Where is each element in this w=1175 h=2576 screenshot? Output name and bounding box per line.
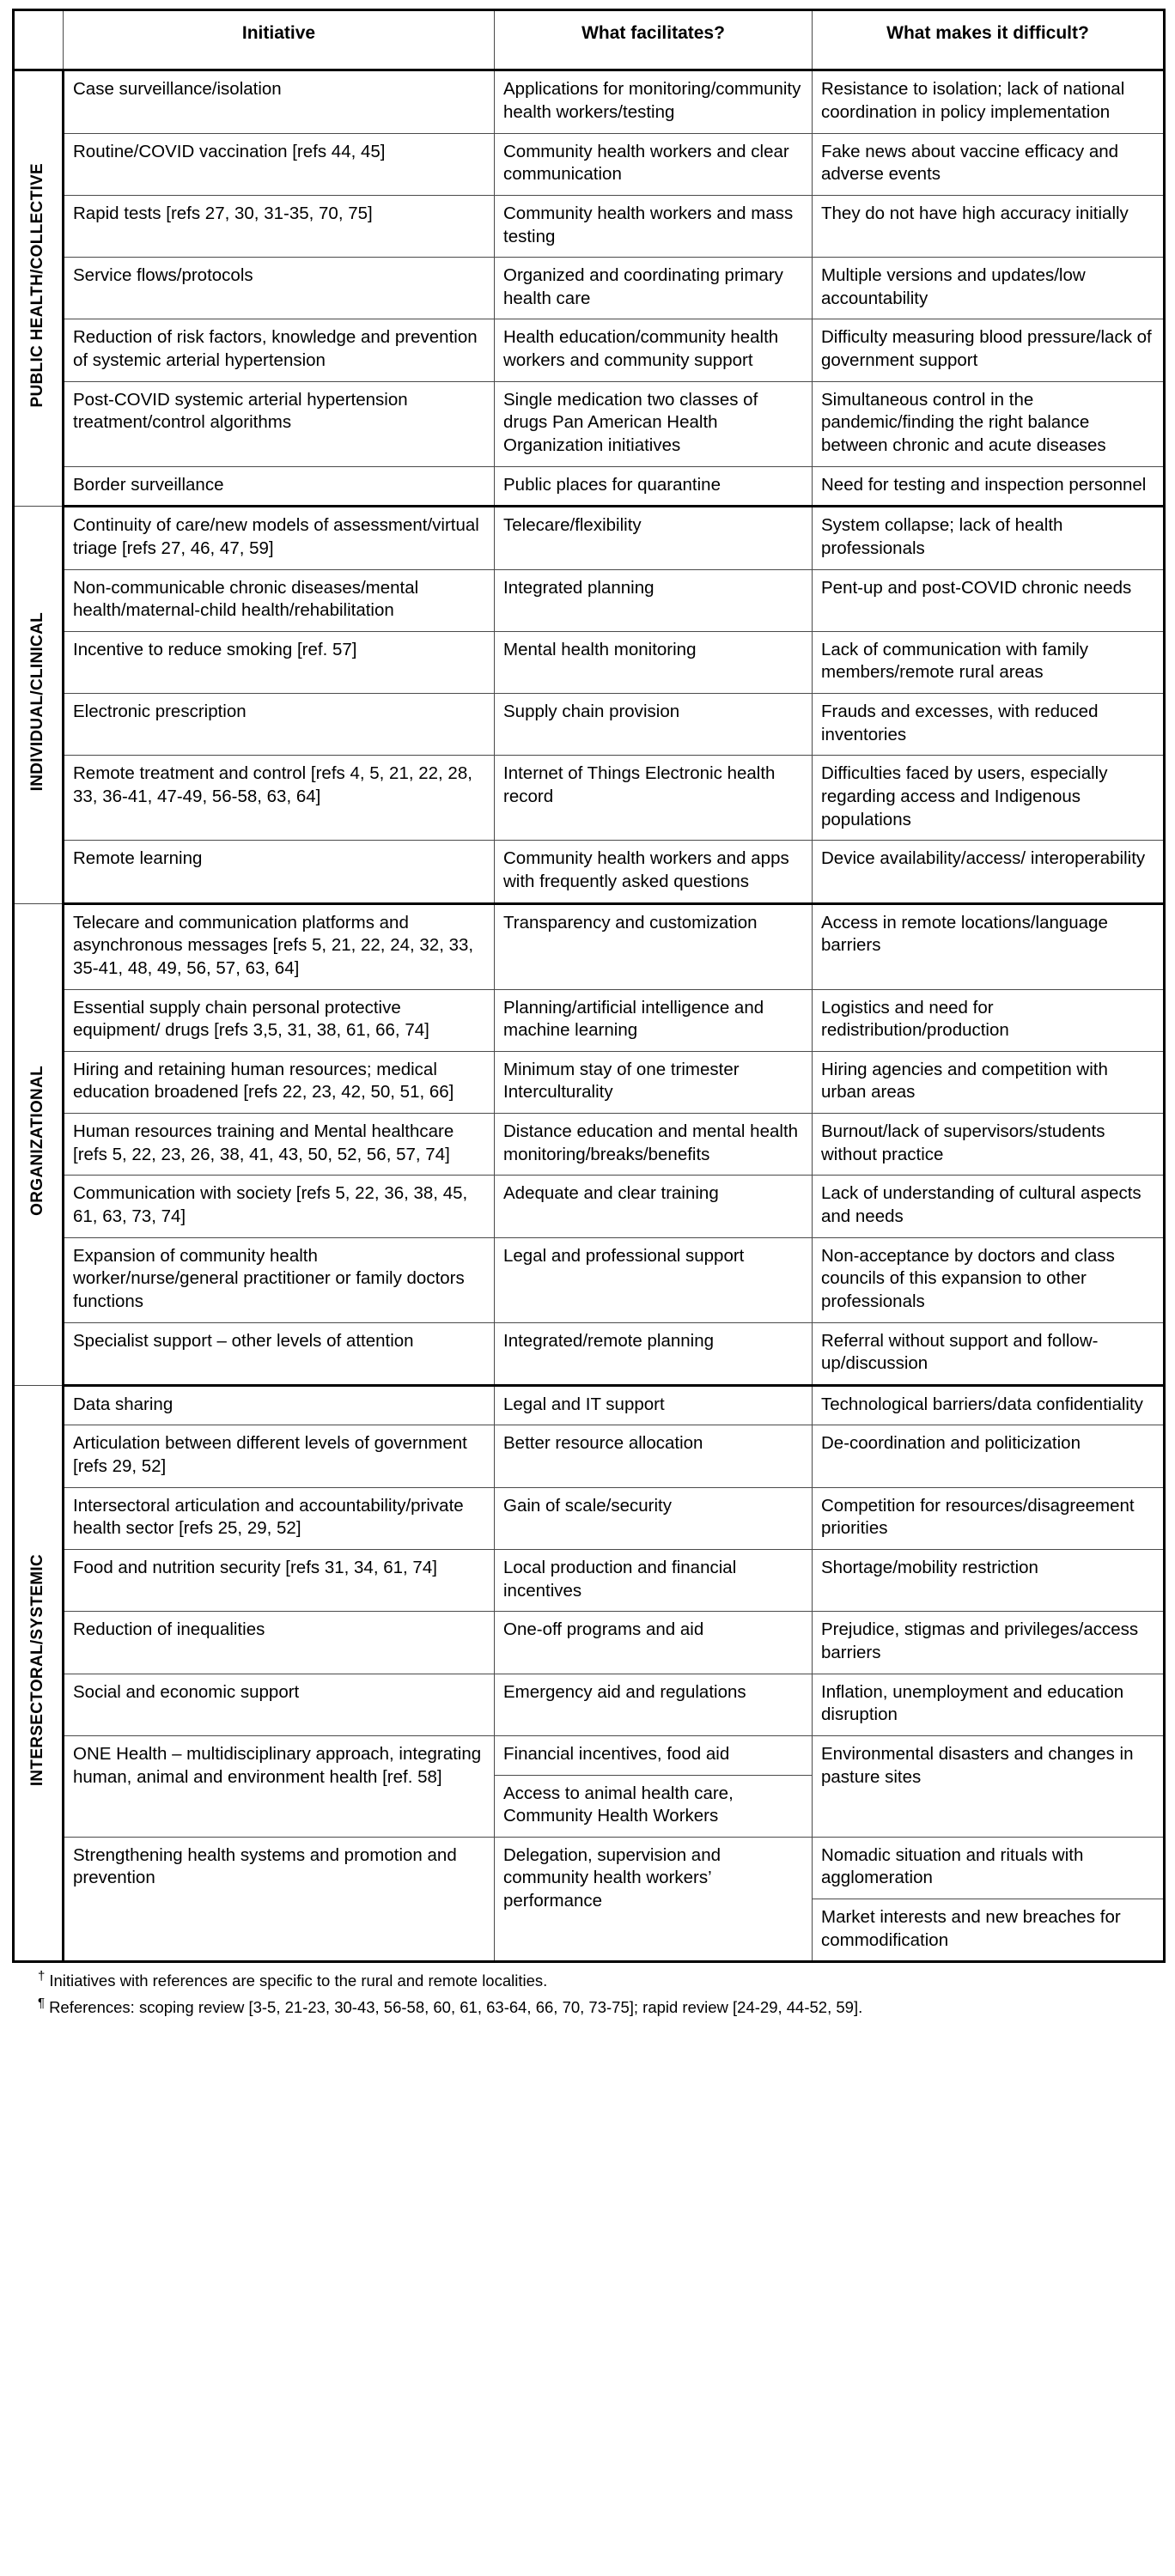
- table-row: [14, 133, 1165, 195]
- section-label-0: [14, 70, 64, 507]
- cell-difficult: Simultaneous control in the pandemic/finding the right balance between chronic and acute diseases: [813, 381, 1165, 466]
- cell-difficult: Shortage/mobility restriction: [813, 1550, 1165, 1612]
- table-row: [14, 989, 1165, 1051]
- cell-facilitates: Applications for monitoring/community health workers/testing: [495, 70, 813, 133]
- cell-difficult: Multiple versions and updates/low accountability: [813, 258, 1165, 319]
- table-row: [14, 381, 1165, 466]
- table-row: [14, 1612, 1165, 1674]
- cell-facilitates: Supply chain provision: [495, 694, 813, 756]
- cell-difficult: Resistance to isolation; lack of national coordination in policy implementation: [813, 70, 1165, 133]
- cell-difficult: Difficulties faced by users, especially regarding access and Indigenous populations: [813, 756, 1165, 841]
- cell-difficult: De-coordination and politicization: [813, 1425, 1165, 1487]
- cell-difficult: Competition for resources/disagreement priorities: [813, 1487, 1165, 1549]
- cell-initiative: Remote treatment and control [refs 4, 5, 21, 22, 28, 33, 36-41, 47-49, 56-58, 63, 64]: [64, 756, 495, 841]
- cell-initiative: Reduction of risk factors, knowledge and prevention of systemic arterial hypertension: [64, 319, 495, 381]
- cell-difficult: Frauds and excesses, with reduced inventories: [813, 694, 1165, 756]
- cell-facilitates-split: [495, 1736, 812, 1837]
- cell-initiative: Telecare and communication platforms and asynchronous messages [refs 5, 21, 22, 24, 32, 33, 35-41, 48, 49, 56, 57, 63, 64]: [64, 903, 495, 989]
- table-row: [14, 694, 1165, 756]
- cell-difficult: Burnout/lack of supervisors/students without practice: [813, 1114, 1165, 1176]
- column-header-facilitates: What facilitates?: [495, 10, 813, 70]
- cell-difficult: Lack of understanding of cultural aspects and needs: [813, 1176, 1165, 1237]
- table-row: [14, 1425, 1165, 1487]
- cell-initiative: Intersectoral articulation and accountability/private health sector [refs 25, 29, 52]: [64, 1487, 495, 1549]
- cell-initiative: Essential supply chain personal protective equipment/ drugs [refs 3,5, 31, 38, 61, 66, 74]: [64, 989, 495, 1051]
- table-row: [14, 195, 1165, 257]
- cell-facilitates: Internet of Things Electronic health record: [495, 756, 813, 841]
- footnote-text: References: scoping review [3-5, 21-23, 30-43, 56-58, 60, 61, 63-64, 66, 70, 73-75]; rapid review [24-29, 44-52, 59].: [49, 1997, 863, 2016]
- table-row: [14, 319, 1165, 381]
- table-row: [14, 1322, 1165, 1385]
- cell-initiative: Human resources training and Mental healthcare [refs 5, 22, 23, 26, 38, 41, 43, 50, 52, 56, 57, 74]: [64, 1114, 495, 1176]
- cell-difficult: Technological barriers/data confidentiality: [813, 1385, 1165, 1425]
- table-row: [14, 1176, 1165, 1237]
- section-label-2: [14, 903, 64, 1385]
- cell-difficult: [813, 1837, 1165, 1962]
- table-row: [14, 1487, 1165, 1549]
- cell-facilitates: Mental health monitoring: [495, 631, 813, 693]
- cell-facilitates: Planning/artificial intelligence and machine learning: [495, 989, 813, 1051]
- column-header-initiative: Initiative: [64, 10, 495, 70]
- cell-difficult: Difficulty measuring blood pressure/lack of government support: [813, 319, 1165, 381]
- table-body: [14, 70, 1165, 1962]
- column-header-category: [14, 10, 64, 70]
- cell-difficult: Environmental disasters and changes in pasture sites: [813, 1735, 1165, 1837]
- cell-initiative: Specialist support – other levels of attention: [64, 1322, 495, 1385]
- cell-facilitates: Community health workers and clear communication: [495, 133, 813, 195]
- cell-facilitates: Public places for quarantine: [495, 466, 813, 507]
- table-row: [14, 1385, 1165, 1425]
- cell-difficult-split: [813, 1838, 1163, 1961]
- cell-initiative: Service flows/protocols: [64, 258, 495, 319]
- cell-initiative: Expansion of community health worker/nurse/general practitioner or family doctors functions: [64, 1237, 495, 1322]
- table-row: [14, 466, 1165, 507]
- cell-initiative: Incentive to reduce smoking [ref. 57]: [64, 631, 495, 693]
- table-row: [14, 1550, 1165, 1612]
- cell-initiative: Remote learning: [64, 841, 495, 903]
- cell-initiative: Strengthening health systems and promotion and prevention: [64, 1837, 495, 1962]
- header-row: [14, 10, 1165, 70]
- table-row: [14, 1735, 1165, 1837]
- section-label-3: [14, 1385, 64, 1962]
- cell-initiative: Continuity of care/new models of assessment/virtual triage [refs 27, 46, 47, 59]: [64, 507, 495, 569]
- cell-facilitates: Integrated planning: [495, 569, 813, 631]
- cell-facilitates: Single medication two classes of drugs Pan American Health Organization initiatives: [495, 381, 813, 466]
- footnote-text: Initiatives with references are specific to the rural and remote localities.: [49, 1971, 548, 1990]
- cell-initiative: Routine/COVID vaccination [refs 44, 45]: [64, 133, 495, 195]
- cell-initiative: Case surveillance/isolation: [64, 70, 495, 133]
- cell-facilitates: Distance education and mental health monitoring/breaks/benefits: [495, 1114, 813, 1176]
- cell-difficult: Pent-up and post-COVID chronic needs: [813, 569, 1165, 631]
- section-label-text: INDIVIDUAL/CLINICAL: [28, 611, 47, 792]
- cell-facilitates-part: Access to animal health care, Community Health Workers: [495, 1775, 812, 1837]
- table-row: [14, 1114, 1165, 1176]
- cell-initiative: Rapid tests [refs 27, 30, 31-35, 70, 75]: [64, 195, 495, 257]
- section-label-1: [14, 507, 64, 903]
- table-row: [14, 756, 1165, 841]
- cell-initiative: Post-COVID systemic arterial hypertension treatment/control algorithms: [64, 381, 495, 466]
- section-label-text: ORGANIZATIONAL: [28, 1066, 47, 1217]
- initiatives-table: [12, 9, 1166, 1963]
- cell-difficult: Inflation, unemployment and education disruption: [813, 1674, 1165, 1735]
- cell-initiative: Non-communicable chronic diseases/mental health/maternal-child health/rehabilitation: [64, 569, 495, 631]
- cell-initiative: Social and economic support: [64, 1674, 495, 1735]
- table-row: [14, 903, 1165, 989]
- cell-initiative: Reduction of inequalities: [64, 1612, 495, 1674]
- cell-facilitates: Emergency aid and regulations: [495, 1674, 813, 1735]
- cell-facilitates: Legal and professional support: [495, 1237, 813, 1322]
- footnote-marker: †: [38, 1969, 46, 1984]
- cell-difficult-part: Nomadic situation and rituals with agglomeration: [813, 1838, 1163, 1899]
- cell-facilitates: Local production and financial incentives: [495, 1550, 813, 1612]
- table-row: [14, 631, 1165, 693]
- cell-difficult: Prejudice, stigmas and privileges/access barriers: [813, 1612, 1165, 1674]
- cell-initiative: Data sharing: [64, 1385, 495, 1425]
- cell-initiative: ONE Health – multidisciplinary approach, integrating human, animal and environment health [ref. 58]: [64, 1735, 495, 1837]
- cell-difficult: Access in remote locations/language barriers: [813, 903, 1165, 989]
- cell-facilitates: Gain of scale/security: [495, 1487, 813, 1549]
- cell-facilitates: Delegation, supervision and community health workers’ performance: [495, 1837, 813, 1962]
- cell-difficult: Hiring agencies and competition with urban areas: [813, 1051, 1165, 1113]
- cell-initiative: Electronic prescription: [64, 694, 495, 756]
- section-label-text: PUBLIC HEALTH/COLLECTIVE: [28, 163, 47, 408]
- cell-initiative: Hiring and retaining human resources; medical education broadened [refs 22, 23, 42, 50, 51, 66]: [64, 1051, 495, 1113]
- cell-difficult: Non-acceptance by doctors and class councils of this expansion to other professionals: [813, 1237, 1165, 1322]
- footnotes: [12, 1968, 1163, 2018]
- table-row: [14, 1837, 1165, 1962]
- cell-initiative: Food and nutrition security [refs 31, 34, 61, 74]: [64, 1550, 495, 1612]
- cell-facilitates: Integrated/remote planning: [495, 1322, 813, 1385]
- table-row: [14, 258, 1165, 319]
- cell-facilitates: One-off programs and aid: [495, 1612, 813, 1674]
- table-row: [14, 507, 1165, 569]
- column-header-difficult: What makes it difficult?: [813, 10, 1165, 70]
- cell-initiative: Articulation between different levels of government [refs 29, 52]: [64, 1425, 495, 1487]
- table-row: [14, 70, 1165, 133]
- section-label-text: INTERSECTORAL/SYSTEMIC: [28, 1553, 47, 1786]
- cell-facilitates: Telecare/flexibility: [495, 507, 813, 569]
- cell-difficult: Lack of communication with family members/remote rural areas: [813, 631, 1165, 693]
- footnote-item: [38, 1995, 1163, 2019]
- cell-difficult: They do not have high accuracy initially: [813, 195, 1165, 257]
- cell-difficult: System collapse; lack of health professionals: [813, 507, 1165, 569]
- table-row: [14, 569, 1165, 631]
- cell-facilitates: Community health workers and apps with frequently asked questions: [495, 841, 813, 903]
- cell-facilitates: Organized and coordinating primary health care: [495, 258, 813, 319]
- cell-facilitates: Health education/community health workers and community support: [495, 319, 813, 381]
- cell-difficult: Need for testing and inspection personnel: [813, 466, 1165, 507]
- cell-difficult-part: Market interests and new breaches for commodification: [813, 1899, 1163, 1961]
- cell-facilitates: [495, 1735, 813, 1837]
- table-row: [14, 1674, 1165, 1735]
- cell-facilitates: Adequate and clear training: [495, 1176, 813, 1237]
- cell-facilitates: Transparency and customization: [495, 903, 813, 989]
- cell-facilitates: Minimum stay of one trimester Interculturality: [495, 1051, 813, 1113]
- table-row: [14, 1237, 1165, 1322]
- table-head: [14, 10, 1165, 70]
- cell-facilitates-part: Financial incentives, food aid: [495, 1736, 812, 1775]
- cell-difficult: Logistics and need for redistribution/production: [813, 989, 1165, 1051]
- table-row: [14, 1051, 1165, 1113]
- cell-facilitates: Better resource allocation: [495, 1425, 813, 1487]
- cell-facilitates: Community health workers and mass testing: [495, 195, 813, 257]
- cell-difficult: Referral without support and follow-up/discussion: [813, 1322, 1165, 1385]
- cell-initiative: Border surveillance: [64, 466, 495, 507]
- cell-facilitates: Legal and IT support: [495, 1385, 813, 1425]
- cell-difficult: Fake news about vaccine efficacy and adverse events: [813, 133, 1165, 195]
- table-row: [14, 841, 1165, 903]
- footnote-item: [38, 1968, 1163, 1992]
- cell-initiative: Communication with society [refs 5, 22, 36, 38, 45, 61, 63, 73, 74]: [64, 1176, 495, 1237]
- footnote-marker: ¶: [38, 1995, 46, 2010]
- cell-difficult: Device availability/access/ interoperability: [813, 841, 1165, 903]
